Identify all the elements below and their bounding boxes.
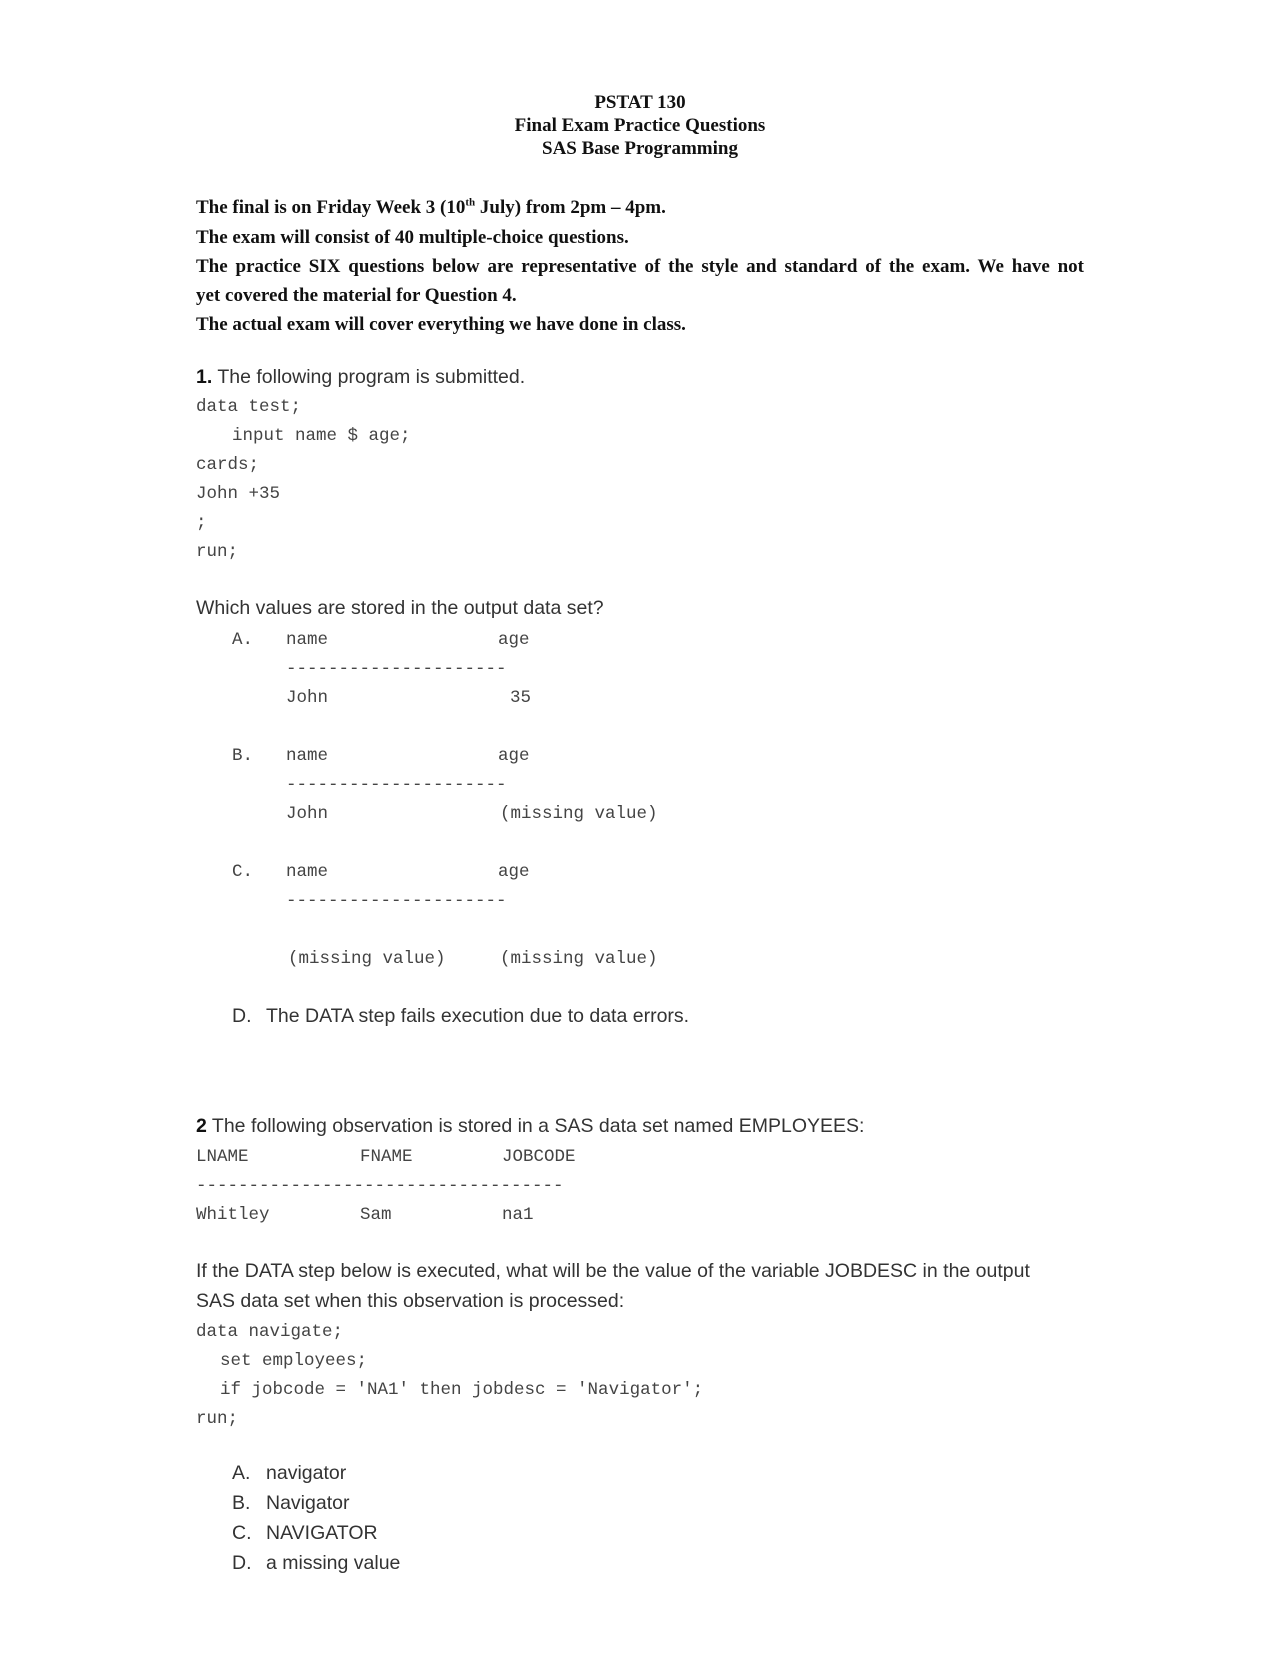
q1-option-c-value-name: (missing value) (288, 949, 446, 969)
q2-table-cell: na1 (502, 1205, 534, 1225)
q2-question-line-1: If the DATA step below is executed, what will be the value of the variable JOBDESC in the output (196, 1260, 1030, 1282)
q2-option-label: C. (232, 1522, 252, 1544)
q2-code-line: if jobcode = 'NA1' then jobdesc = 'Navigator'; (220, 1380, 704, 1400)
q1-option-a-header-age: age (498, 630, 530, 650)
q1-option-b-rule: --------------------- (286, 775, 507, 795)
q1-option-a-rule: --------------------- (286, 659, 507, 679)
q2-question-line-2: SAS data set when this observation is processed: (196, 1290, 625, 1312)
q2-table-header: FNAME (360, 1147, 413, 1167)
q1-prompt: 1. The following program is submitted. (196, 366, 526, 388)
q1-option-a-value-name: John (286, 688, 329, 708)
q1-option-a-value-age: 35 (510, 688, 532, 708)
q1-option-b-value-age: (missing value) (500, 804, 658, 824)
q2-table-header: JOBCODE (502, 1147, 576, 1167)
q1-option-b-label: B. (232, 746, 254, 766)
intro-line-3a: The practice SIX questions below are representative of the style and standard of the exam. We have not (196, 256, 1084, 277)
q1-option-b-header-name: name (286, 746, 329, 766)
q1-code-line: run; (196, 542, 239, 562)
q1-question: Which values are stored in the output data set? (196, 597, 604, 619)
q2-table-rule: ----------------------------------- (196, 1176, 564, 1196)
q2-table-cell: Sam (360, 1205, 392, 1225)
q2-option-label: B. (232, 1492, 251, 1514)
q1-option-c-header-age: age (498, 862, 530, 882)
q1-code-line: cards; (196, 455, 260, 475)
q1-option-c-label: C. (232, 862, 254, 882)
q1-option-a-label: A. (232, 630, 254, 650)
q1-code-line: John +35 (196, 484, 281, 504)
intro-line-3b: yet covered the material for Question 4. (196, 285, 517, 306)
q2-option-label: D. (232, 1552, 252, 1574)
q2-table-cell: Whitley (196, 1205, 270, 1225)
q1-option-d-text: The DATA step fails execution due to data errors. (266, 1005, 690, 1027)
q2-prompt: 2 The following observation is stored in a SAS data set named EMPLOYEES: (196, 1115, 865, 1137)
document-title: Final Exam Practice Questions (514, 115, 766, 136)
q1-code-line: ; (196, 513, 207, 533)
q1-option-c-value-age: (missing value) (500, 949, 658, 969)
q2-option-text: NAVIGATOR (266, 1522, 378, 1544)
q2-option-text: navigator (266, 1462, 347, 1484)
q1-option-b-header-age: age (498, 746, 530, 766)
q2-table-header: LNAME (196, 1147, 249, 1167)
q1-code-line: input name $ age; (232, 426, 411, 446)
q1-option-c-header-name: name (286, 862, 329, 882)
q1-option-b-value-name: John (286, 804, 329, 824)
q1-option-c-rule: --------------------- (286, 891, 507, 911)
q1-option-a-header-name: name (286, 630, 329, 650)
intro-line-2: The exam will consist of 40 multiple-choice questions. (196, 227, 629, 248)
q2-code-line: data navigate; (196, 1322, 344, 1342)
q1-option-d-label: D. (232, 1005, 252, 1027)
q2-option-label: A. (232, 1462, 251, 1484)
document-subtitle: SAS Base Programming (542, 138, 738, 159)
course-title: PSTAT 130 (594, 92, 686, 113)
q2-code-line: set employees; (220, 1351, 368, 1371)
intro-line-1: The final is on Friday Week 3 (10th July) from 2pm – 4pm. (196, 196, 666, 218)
q1-code-line: data test; (196, 397, 302, 417)
q2-option-text: Navigator (266, 1492, 350, 1514)
intro-line-4: The actual exam will cover everything we have done in class. (196, 314, 686, 335)
q2-code-line: run; (196, 1409, 239, 1429)
q2-option-text: a missing value (266, 1552, 401, 1574)
